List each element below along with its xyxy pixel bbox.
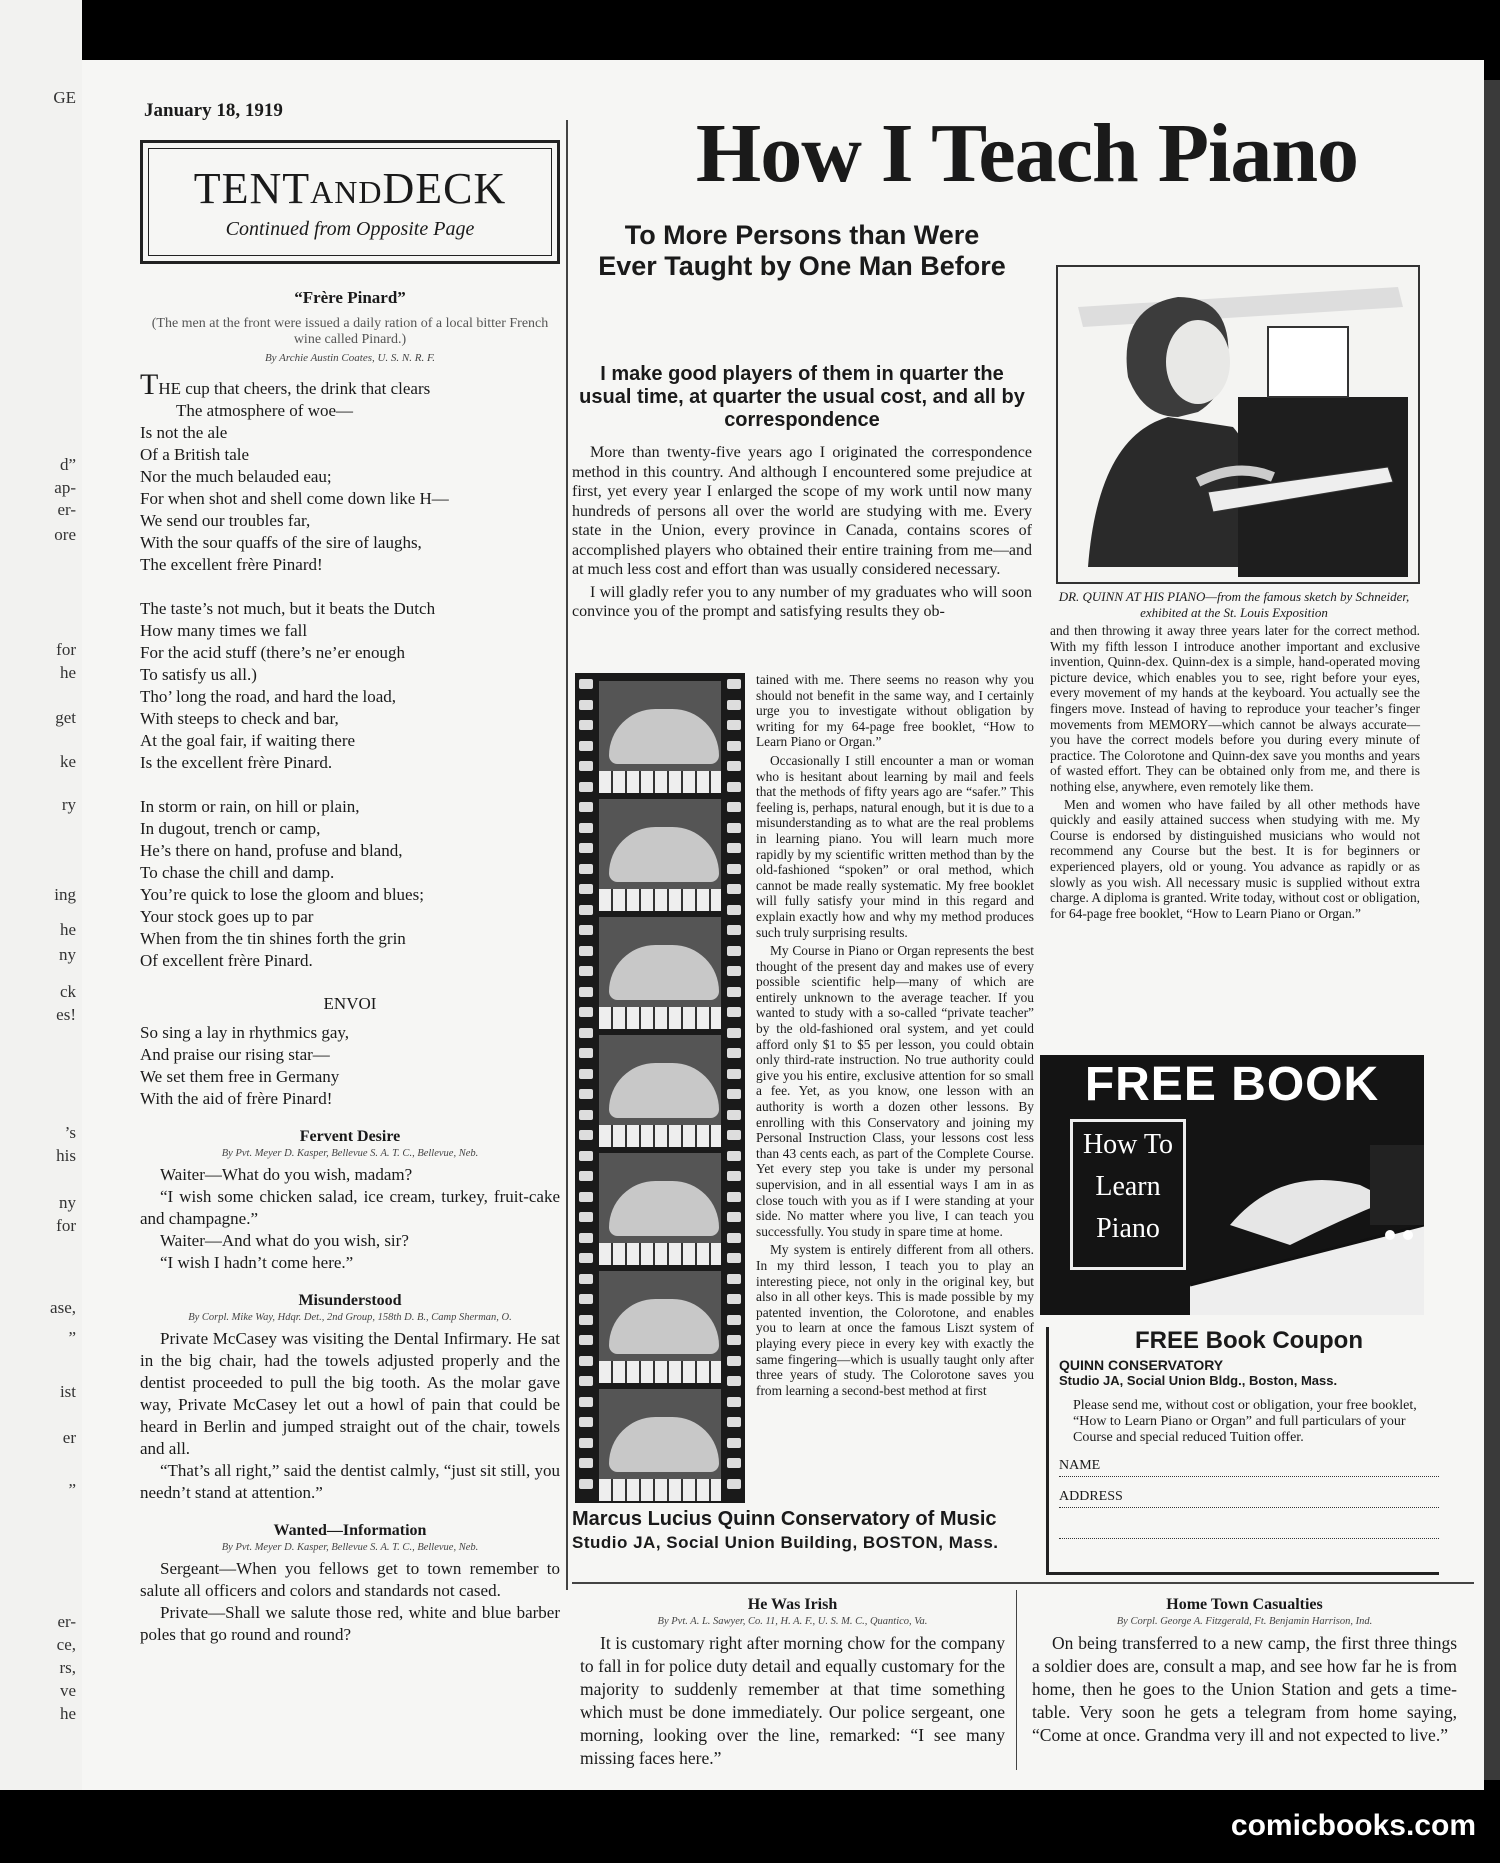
home-town-casualties-text: On being transferred to a new camp, the first three things a soldier does are, consult a map, and see how far he is from home, then he goes to the Union Station and gets a time-table. Very soon he gets a telegram from home saying, “Come at once. Grandma very ill and not expected to live.” bbox=[1032, 1633, 1457, 1745]
coupon-title: FREE Book Coupon bbox=[1135, 1327, 1363, 1354]
film-sprocket bbox=[727, 1192, 741, 1202]
poem-line: Your stock goes up to par bbox=[140, 907, 314, 926]
ad-paragraph: tained with me. There seems no reason why you should not benefit in the same way, and I certainly urge you to investigate without obligation by writing for my 64-page free booklet, “How to Learn Piano or Organ.” bbox=[756, 672, 1034, 750]
edge-text-fragment: he bbox=[59, 920, 76, 939]
edge-text-fragment: ck bbox=[59, 982, 76, 1001]
edge-text-fragment: ry bbox=[61, 795, 76, 814]
piano-advertisement bbox=[572, 105, 1482, 1580]
poem-line: How many times we fall bbox=[140, 621, 308, 640]
wanted-information-body bbox=[140, 1558, 560, 1646]
paragraph: Sergeant—When you fellows get to town remember to salute all officers and colors and standards not cased. bbox=[140, 1559, 560, 1600]
film-sprocket bbox=[727, 843, 741, 853]
film-sprocket bbox=[579, 782, 593, 792]
film-sprocket bbox=[579, 1397, 593, 1407]
free-book-heading: FREE BOOK bbox=[1084, 1058, 1380, 1111]
film-sprocket bbox=[727, 1233, 741, 1243]
film-sprocket bbox=[579, 864, 593, 874]
film-sprocket bbox=[579, 1089, 593, 1099]
ad-headline: How I Teach Piano bbox=[695, 107, 1359, 200]
poem-line: With the sour quaffs of the sire of laughs, bbox=[140, 533, 422, 552]
film-sprocket bbox=[579, 741, 593, 751]
film-sprocket bbox=[727, 925, 741, 935]
page-date: January 18, 1919 bbox=[144, 100, 283, 121]
edge-text-fragment: ny bbox=[59, 1193, 76, 1212]
poem-line: To chase the chill and damp. bbox=[140, 863, 335, 882]
film-sprocket bbox=[727, 1089, 741, 1099]
free-book-banner bbox=[1040, 1055, 1424, 1315]
ad-paragraph: Occasionally I still encounter a man or woman who is hesitant about learning by mail and feels that the methods of fifty years ago are “safer.” This feeling is, perhaps, natural enough, but it is due to a misunderstanding as to what are the real problems in learning piano. You will learn much more rapidly by my scientific written method than by the old-fashioned “spoken” or oral method, which cannot be made really systematic. My free booklet will fully satisfy your mind in this regard and explain exactly how and why my method produces such truly surprising results. bbox=[756, 752, 1034, 940]
film-sprocket bbox=[727, 946, 741, 956]
film-frame bbox=[599, 917, 721, 1029]
film-sprocket bbox=[579, 1007, 593, 1017]
film-sprocket bbox=[727, 1315, 741, 1325]
film-sprocket bbox=[727, 1048, 741, 1058]
home-town-casualties-byline: By Corpl. George A. Fitzgerald, Ft. Benjamin Harrison, Ind. bbox=[1116, 1616, 1373, 1627]
ad-intro-text bbox=[572, 443, 1032, 625]
edge-text-fragment: ’s bbox=[64, 1123, 76, 1142]
film-sprocket bbox=[727, 1458, 741, 1468]
poem-line: We set them free in Germany bbox=[140, 1067, 340, 1086]
film-sprocket bbox=[579, 679, 593, 689]
wanted-information-title: Wanted—Information bbox=[273, 1522, 427, 1539]
film-sprocket bbox=[727, 802, 741, 812]
film-sprocket bbox=[727, 1294, 741, 1304]
film-sprocket bbox=[727, 1212, 741, 1222]
poem-line: For when shot and shell come down like H— bbox=[140, 489, 449, 508]
edge-text-fragment: for bbox=[56, 1216, 76, 1235]
film-sprocket bbox=[579, 720, 593, 730]
edge-text-fragment: ” bbox=[68, 1328, 76, 1347]
edge-text-fragment: he bbox=[59, 1704, 76, 1723]
poem-line: You’re quick to lose the gloom and blues; bbox=[140, 885, 424, 904]
poem-line: For the acid stuff (there’s ne’er enough bbox=[140, 643, 405, 662]
film-sprocket bbox=[579, 1253, 593, 1263]
poem-line: With the aid of frère Pinard! bbox=[140, 1089, 333, 1108]
section-subtitle: Continued from Opposite Page bbox=[225, 218, 475, 240]
film-sprocket bbox=[579, 1417, 593, 1427]
film-sprocket bbox=[579, 1438, 593, 1448]
poem-line: Nor the much belauded eau; bbox=[140, 467, 332, 486]
he-was-irish-text: It is customary right after morning chow for the company to fall in for police duty detail and equally customary for the majority to suddenly remember at that time something which must be done immediately. Our police sergeant, one morning, looking over the line, remarked: “I see many missing faces here.” bbox=[580, 1633, 1005, 1768]
poem-line: When from the tin shines forth the grin bbox=[140, 929, 406, 948]
ad-middle-text bbox=[756, 672, 1034, 1401]
poem-line: We send our troubles far, bbox=[140, 511, 311, 530]
film-sprocket bbox=[579, 1069, 593, 1079]
poem-line: So sing a lay in rhythmics gay, bbox=[140, 1023, 350, 1042]
film-sprocket bbox=[727, 1151, 741, 1161]
dr-quinn-sketch bbox=[1056, 265, 1420, 584]
film-sprocket bbox=[727, 1417, 741, 1427]
ad-paragraph: More than twenty-five years ago I originated the correspondence method in this country. And although I encountered some prejudice at first, yet every year I enlarged the scope of my work until now many hundreds of persons all over the world are studying with me. Every state in the Union, every province in Canada, contains scores of accomplished players who obtained their entire training from me—and at much less cost and effort than was usually considered necessary. bbox=[572, 444, 1032, 578]
film-sprocket bbox=[727, 1356, 741, 1366]
dialogue-line: “I wish some chicken salad, ice cream, turkey, fruit-cake and champagne.” bbox=[140, 1187, 560, 1228]
booklet-title-line: How To bbox=[1082, 1129, 1174, 1160]
film-sprocket bbox=[727, 884, 741, 894]
poem-line: The taste’s not much, but it beats the Dutch bbox=[140, 599, 436, 618]
edge-text-fragment: get bbox=[55, 708, 76, 727]
film-sprocket bbox=[579, 946, 593, 956]
film-sprocket bbox=[727, 700, 741, 710]
he-was-irish-story bbox=[580, 1590, 1005, 1770]
edge-text-fragment: ap- bbox=[54, 478, 76, 497]
dialogue-line: Waiter—What do you wish, madam? bbox=[160, 1165, 413, 1184]
fervent-desire-byline: By Pvt. Meyer D. Kasper, Bellevue S. A. T. C., Bellevue, Neb. bbox=[221, 1148, 479, 1159]
envoi-title: ENVOI bbox=[323, 994, 377, 1013]
poem-title: “Frère Pinard” bbox=[294, 288, 406, 307]
film-frame bbox=[599, 1271, 721, 1383]
edge-text-fragment: ore bbox=[54, 525, 76, 544]
ad-paragraph: My Course in Piano or Organ represents the best thought of the present day and makes use of every possible scientific help—many of which are entirely unknown to the average teacher. If you wanted to study with a so-called “private teacher” by the old-fashioned oral system, and yet could afford only $1 to $5 per lesson, you could obtain only third-rate instruction. No true authority could give you his entire, exclusive attention for so small a fee. Yet, as you know, one lesson with an authority is worth a dozen other lessons. By enrolling with this Conservatory and joining my Personal Instruction Class, your lessons cost less than 43 cents each, as part of the Complete Course. Yet every step you take is under my personal supervision, and in all essential ways I am in as close touch with you as if I were standing at your side. No matter where you live, I can teach you successfully. You study in spare time at home. bbox=[756, 943, 1034, 1239]
edge-text-fragment: es! bbox=[56, 1005, 76, 1024]
film-sprocket bbox=[579, 1192, 593, 1202]
home-town-casualties-story bbox=[1032, 1590, 1457, 1747]
poem-line: At the goal fair, if waiting there bbox=[140, 731, 356, 750]
ad-paragraph: and then throwing it away three years later for the correct method. With my fifth lesson I introduce another important and exclusive invention, Quinn-dex. Quinn-dex is a simple, hand-operated moving picture device, which enables you to see, right before your eyes, every movement of my hands at the keyboard. You actually see the fingers move. Instead of having to reproduce your teacher’s finger movements from MEMORY—which cannot be always accurate—you have the correct models before you during every minute of practice. The Colorotone and Quinn-dex save you months and years of wasted effort. They can be obtained only from me, and there is nothing else, anywhere, even remotely like them. bbox=[1050, 623, 1420, 794]
poem-line: THE cup that cheers, the drink that clears bbox=[140, 368, 431, 401]
film-sprocket bbox=[727, 1479, 741, 1489]
edge-text-fragment: his bbox=[56, 1146, 76, 1165]
conservatory-address: Studio JA, Social Union Building, BOSTON, Mass. bbox=[572, 1533, 999, 1552]
coupon-name-field[interactable]: NAME bbox=[1059, 1458, 1439, 1477]
poem-stanza bbox=[140, 796, 560, 972]
booklet-title-line: Piano bbox=[1096, 1213, 1160, 1244]
film-sprocket bbox=[579, 823, 593, 833]
film-sprocket bbox=[727, 741, 741, 751]
film-sprocket bbox=[579, 1233, 593, 1243]
film-sprocket bbox=[579, 987, 593, 997]
film-sprocket bbox=[579, 1315, 593, 1325]
ad-paragraph: My system is entirely different from all others. In my third lesson, I teach you to play an interesting piece, not only in the original key, but also in all other keys. This is made possible by my patented invention, the Colorotone, and enables you to learn at once the famous Liszt system of playing every piece in every key with exactly the same fingering—which is usually taught only after three years of study. The Colorotone saves you from learning a second-best method at first bbox=[756, 1242, 1034, 1398]
conservatory-signature bbox=[572, 1507, 1036, 1555]
he-was-irish-title: He Was Irish bbox=[747, 1596, 838, 1613]
dialogue-line: “I wish I hadn’t come here.” bbox=[160, 1253, 354, 1272]
edge-text-fragment: ce, bbox=[56, 1635, 76, 1654]
film-sprocket bbox=[579, 1274, 593, 1284]
film-sprocket bbox=[727, 1028, 741, 1038]
coupon-address: Studio JA, Social Union Bldg., Boston, Mass. bbox=[1059, 1373, 1338, 1388]
film-sprocket bbox=[579, 1458, 593, 1468]
edge-text-fragment: er bbox=[62, 1428, 76, 1447]
misunderstood-byline: By Corpl. Mike Way, Hdqr. Det., 2nd Group, 158th D. B., Camp Sherman, O. bbox=[188, 1312, 512, 1323]
film-frame bbox=[599, 1153, 721, 1265]
home-town-casualties-title: Home Town Casualties bbox=[1166, 1596, 1323, 1613]
film-sprocket bbox=[579, 966, 593, 976]
film-sprocket bbox=[727, 966, 741, 976]
film-sprocket bbox=[727, 905, 741, 915]
poem-line: Is not the ale bbox=[140, 423, 228, 442]
film-frame bbox=[599, 799, 721, 911]
poem-line: Is the excellent frère Pinard. bbox=[140, 753, 333, 772]
ad-right-text bbox=[1050, 623, 1420, 923]
film-sprocket bbox=[727, 1397, 741, 1407]
edge-text-fragment: he bbox=[59, 663, 76, 682]
page-binding-edge bbox=[1484, 80, 1500, 1780]
film-sprocket bbox=[727, 1130, 741, 1140]
ad-bottom-rule bbox=[572, 1582, 1474, 1584]
dialogue-line: Waiter—And what do you wish, sir? bbox=[160, 1231, 409, 1250]
poem-line: He’s there on hand, profuse and bland, bbox=[140, 841, 403, 860]
film-sprocket bbox=[579, 802, 593, 812]
film-frame bbox=[599, 1035, 721, 1147]
edge-text-fragment: ” bbox=[68, 1480, 76, 1499]
free-book-coupon[interactable] bbox=[1046, 1327, 1439, 1575]
section-title: TENTANDDECK bbox=[193, 164, 507, 213]
poem-line: Tho’ long the road, and hard the load, bbox=[140, 687, 397, 706]
edge-text-fragment: ny bbox=[59, 945, 76, 964]
poem-note: (The men at the front were issued a daily ration of a local bitter French wine called Pinard.) bbox=[151, 316, 549, 347]
poem-line: To satisfy us all.) bbox=[140, 665, 257, 684]
coupon-address-field[interactable]: ADDRESS bbox=[1059, 1489, 1439, 1508]
film-frame bbox=[599, 1389, 721, 1501]
coupon-conservatory: QUINN CONSERVATORY bbox=[1059, 1357, 1224, 1373]
film-sprocket bbox=[727, 864, 741, 874]
edge-text-fragment: GE bbox=[53, 88, 76, 107]
edge-text-fragment: ase, bbox=[50, 1298, 76, 1317]
poem-stanza bbox=[140, 598, 560, 774]
edge-text-fragment: d” bbox=[59, 455, 76, 474]
left-column bbox=[140, 140, 560, 1646]
poem-line: Of a British tale bbox=[140, 445, 250, 464]
film-sprocket bbox=[727, 1253, 741, 1263]
fervent-desire-title: Fervent Desire bbox=[299, 1128, 401, 1145]
paragraph: Private—Shall we salute those red, white and blue barber poles that go round and round? bbox=[140, 1603, 560, 1644]
filmstrip-hands-illustration bbox=[575, 673, 745, 1503]
film-sprocket bbox=[579, 700, 593, 710]
poem-line: The atmosphere of woe— bbox=[176, 401, 354, 420]
film-sprocket bbox=[727, 987, 741, 997]
ad-paragraph: I will gladly refer you to any number of my graduates who will soon convince you of the prompt and satisfying results they ob- bbox=[572, 583, 1032, 620]
booklet-title-line: Learn bbox=[1095, 1171, 1161, 1202]
film-sprocket bbox=[579, 843, 593, 853]
film-sprocket bbox=[579, 1151, 593, 1161]
edge-text-fragment: ing bbox=[54, 885, 76, 904]
edge-text-fragment: ke bbox=[59, 752, 76, 771]
ad-tagline: I make good players of them in quarter the usual time, at quarter the usual cost, and all by correspondence bbox=[579, 363, 1025, 431]
fervent-desire-body bbox=[140, 1164, 560, 1274]
magazine-page bbox=[82, 60, 1484, 1790]
edge-text-fragment: for bbox=[56, 640, 76, 659]
edge-text-fragment: rs, bbox=[59, 1658, 76, 1677]
film-sprocket bbox=[727, 1069, 741, 1079]
film-sprocket bbox=[579, 1048, 593, 1058]
poem-line: And praise our rising star— bbox=[140, 1045, 330, 1064]
edge-text-fragment: ve bbox=[59, 1681, 76, 1700]
poem-body bbox=[140, 368, 560, 972]
ad-paragraph: Men and women who have failed by all other methods have quickly and easily attained success when studying with me. My Course is endorsed by distinguished musicians who would not recommend any Course but the best. It is for beginners or experienced players, old or young. You advance as rapidly or as slowly as you wish. All necessary music is supplied without extra charge. A diploma is granted. Write today, without cost or obligation, for 64-page free booklet, “How to Learn Piano or Organ.” bbox=[1050, 796, 1420, 921]
film-sprocket bbox=[727, 1376, 741, 1386]
column-divider bbox=[566, 120, 568, 1590]
film-sprocket bbox=[727, 823, 741, 833]
paragraph: Private McCasey was visiting the Dental Infirmary. He sat in the big chair, had the towels adjusted properly and the dentist proceeded to pull the big tooth. As the molar gave way, Private McCasey let out a howl of pain that could be heard in Berlin and jumped straight out of the chair, towels and all. bbox=[140, 1329, 560, 1458]
film-sprocket bbox=[727, 761, 741, 771]
poem-line: In storm or rain, on hill or plain, bbox=[140, 797, 360, 816]
film-sprocket bbox=[727, 1171, 741, 1181]
edge-text-fragment: er- bbox=[57, 500, 76, 519]
envoi-body bbox=[140, 1022, 560, 1110]
film-sprocket bbox=[579, 1294, 593, 1304]
coupon-blank-line[interactable] bbox=[1059, 1520, 1439, 1539]
ad-subheadline: To More Persons than Were Ever Taught by One Man Before bbox=[598, 220, 1006, 281]
misunderstood-title: Misunderstood bbox=[298, 1292, 402, 1309]
site-watermark: comicbooks.com bbox=[1230, 1809, 1476, 1842]
film-sprocket bbox=[579, 1110, 593, 1120]
poem-stanza bbox=[140, 368, 560, 576]
film-sprocket bbox=[579, 1376, 593, 1386]
film-sprocket bbox=[727, 1335, 741, 1345]
film-sprocket bbox=[579, 1212, 593, 1222]
film-sprocket bbox=[579, 1356, 593, 1366]
bottom-column-divider bbox=[1016, 1590, 1017, 1770]
film-sprocket bbox=[579, 761, 593, 771]
he-was-irish-byline: By Pvt. A. L. Sawyer, Co. 11, H. A. F., U. S. M. C., Quantico, Va. bbox=[657, 1616, 928, 1627]
sketch-caption: DR. QUINN AT HIS PIANO—from the famous sketch by Schneider, exhibited at the St. Louis Exposition bbox=[1058, 589, 1410, 620]
booklet-cover bbox=[1070, 1119, 1186, 1270]
poem-line: The excellent frère Pinard! bbox=[140, 555, 323, 574]
poem-line: With steeps to check and bar, bbox=[140, 709, 339, 728]
film-sprocket bbox=[579, 925, 593, 935]
film-sprocket bbox=[579, 1130, 593, 1140]
film-sprocket bbox=[579, 1335, 593, 1345]
film-sprocket bbox=[727, 1438, 741, 1448]
conservatory-name: Marcus Lucius Quinn Conservatory of Music bbox=[572, 1508, 997, 1530]
film-sprocket bbox=[579, 1171, 593, 1181]
edge-text-fragment: ist bbox=[59, 1382, 76, 1401]
coupon-body: Please send me, without cost or obligation, your free booklet, “How to Learn Piano or Organ” and full particulars of your Course and special reduced Tuition offer. bbox=[1073, 1398, 1417, 1445]
film-sprocket bbox=[727, 1007, 741, 1017]
film-sprocket bbox=[579, 884, 593, 894]
film-sprocket bbox=[727, 679, 741, 689]
wanted-information-byline: By Pvt. Meyer D. Kasper, Bellevue S. A. T. C., Bellevue, Neb. bbox=[221, 1542, 479, 1553]
film-sprocket bbox=[727, 1110, 741, 1120]
paragraph: “That’s all right,” said the dentist calmly, “just sit still, you needn’t stand at attention.” bbox=[140, 1461, 560, 1502]
film-sprocket bbox=[579, 905, 593, 915]
misunderstood-body bbox=[140, 1328, 560, 1504]
film-sprocket bbox=[727, 782, 741, 792]
piano-hand-illustration bbox=[1190, 1115, 1424, 1315]
film-sprocket bbox=[727, 720, 741, 730]
film-sprocket bbox=[579, 1479, 593, 1489]
film-frame bbox=[599, 681, 721, 793]
adjacent-page-edge bbox=[0, 0, 82, 1790]
film-sprocket bbox=[727, 1274, 741, 1284]
poem-byline: By Archie Austin Coates, U. S. N. R. F. bbox=[264, 352, 436, 364]
film-sprocket bbox=[579, 1028, 593, 1038]
tent-and-deck-header bbox=[140, 140, 560, 264]
poem-line: In dugout, trench or camp, bbox=[140, 819, 321, 838]
poem-line: Of excellent frère Pinard. bbox=[140, 951, 313, 970]
edge-text-fragment: er- bbox=[57, 1612, 76, 1631]
